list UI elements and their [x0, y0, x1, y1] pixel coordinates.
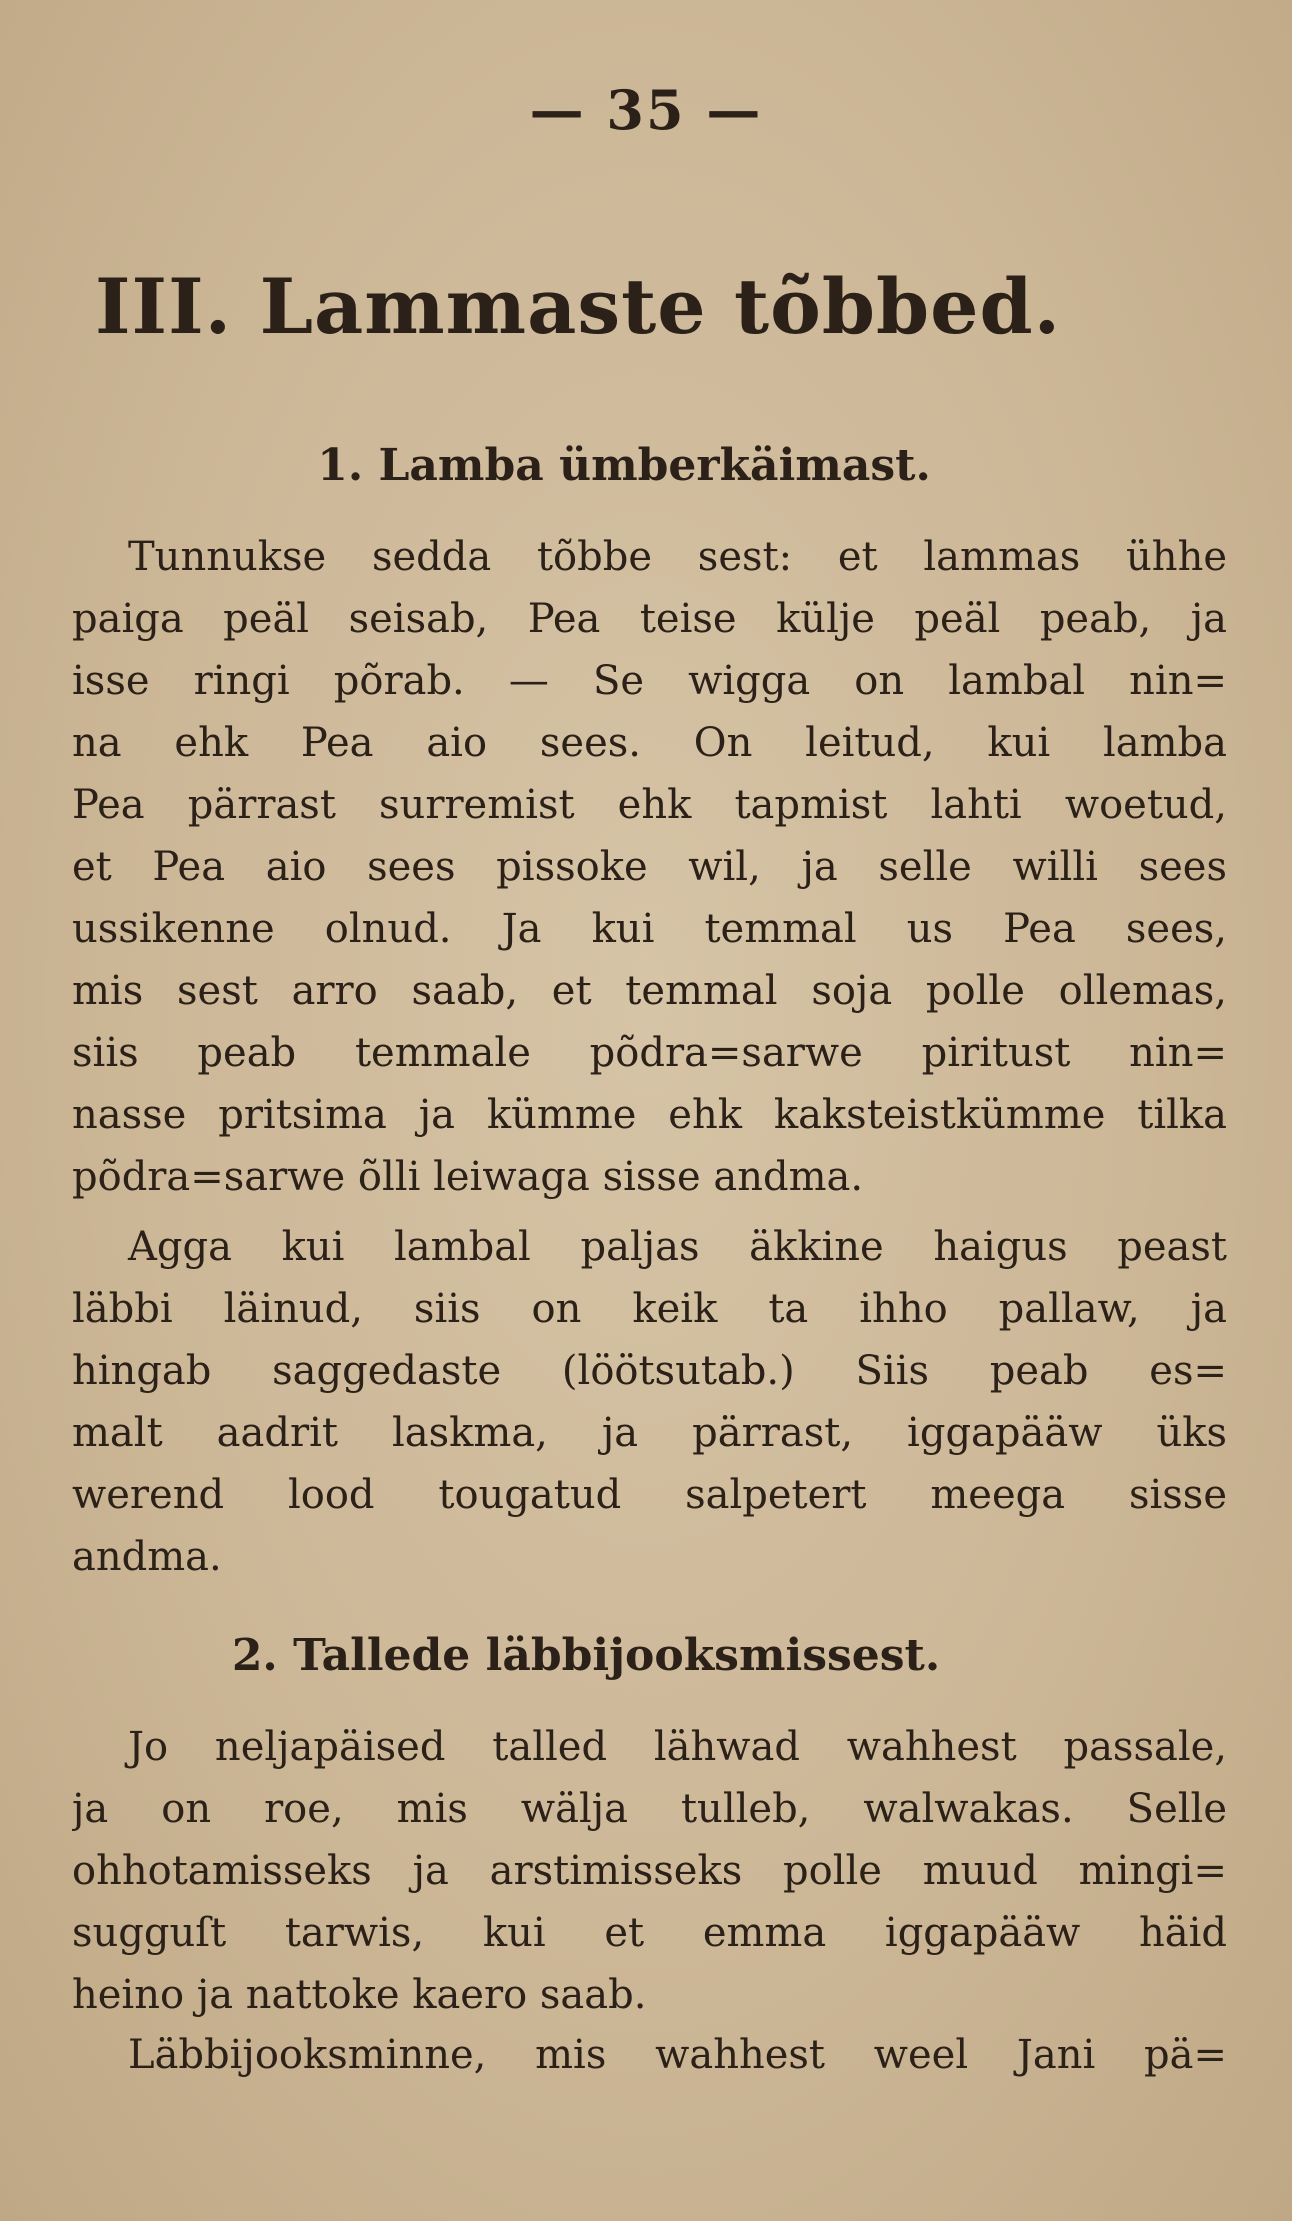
section-title: 2. Tallede läbbijooksmissest. [231, 1630, 941, 1681]
paragraph [72, 2024, 1227, 2086]
text-line: sugguſt tarwis, kui et emma iggapääw häid [72, 1910, 1227, 1956]
text-line: siis peab temmale põdra=sarwe piritust nin= [72, 1030, 1227, 1076]
chapter-title: III. Lammaste tõbbed. [95, 262, 1062, 351]
text-line: ussikenne olnud. Ja kui temmal us Pea sees, [72, 906, 1227, 952]
text-line: ja on roe, mis wälja tulleb, walwakas. Selle [72, 1786, 1227, 1832]
text-line: läbbi läinud, siis on keik ta ihho pallaw, ja [72, 1286, 1227, 1332]
text-line: et Pea aio sees pissoke wil, ja selle willi sees [72, 844, 1227, 890]
page-number: — 35 — [529, 78, 763, 142]
paragraph [72, 526, 1227, 1208]
text-line: Pea pärrast surremist ehk tapmist lahti woetud, [72, 782, 1227, 828]
text-line: paiga peäl seisab, Pea teise külje peäl peab, ja [72, 596, 1227, 642]
text-line: Jo neljapäised talled lähwad wahhest passale, [128, 1724, 1227, 1770]
text-line: mis sest arro saab, et temmal soja polle ollemas, [72, 968, 1227, 1014]
text-line: Agga kui lambal paljas äkkine haigus peast [128, 1224, 1227, 1270]
text-line: werend lood tougatud salpetert meega sisse [72, 1472, 1227, 1518]
text-line: malt aadrit laskma, ja pärrast, iggapääw üks [72, 1410, 1227, 1456]
text-line: nasse pritsima ja kümme ehk kaksteistkümme tilka [72, 1092, 1227, 1138]
text-line: na ehk Pea aio sees. On leitud, kui lamba [72, 720, 1227, 766]
text-line: hingab saggedaste (löötsutab.) Siis peab es= [72, 1348, 1227, 1394]
paragraph [72, 1216, 1227, 1588]
text-line: põdra=sarwe õlli leiwaga sisse andma. [72, 1154, 864, 1200]
text-line: ohhotamisseks ja arstimisseks polle muud mingi= [72, 1848, 1227, 1894]
text-line: Läbbijooksminne, mis wahhest weel Jani pä= [128, 2032, 1227, 2078]
section-title: 1. Lamba ümberkäimast. [317, 440, 931, 491]
text-line: andma. [72, 1534, 222, 1580]
text-line: heino ja nattoke kaero saab. [72, 1972, 647, 2018]
text-line: isse ringi põrab. — Se wigga on lambal nin= [72, 658, 1227, 704]
text-line: Tunnukse sedda tõbbe sest: et lammas ühhe [128, 534, 1227, 580]
paragraph [72, 1716, 1227, 2026]
